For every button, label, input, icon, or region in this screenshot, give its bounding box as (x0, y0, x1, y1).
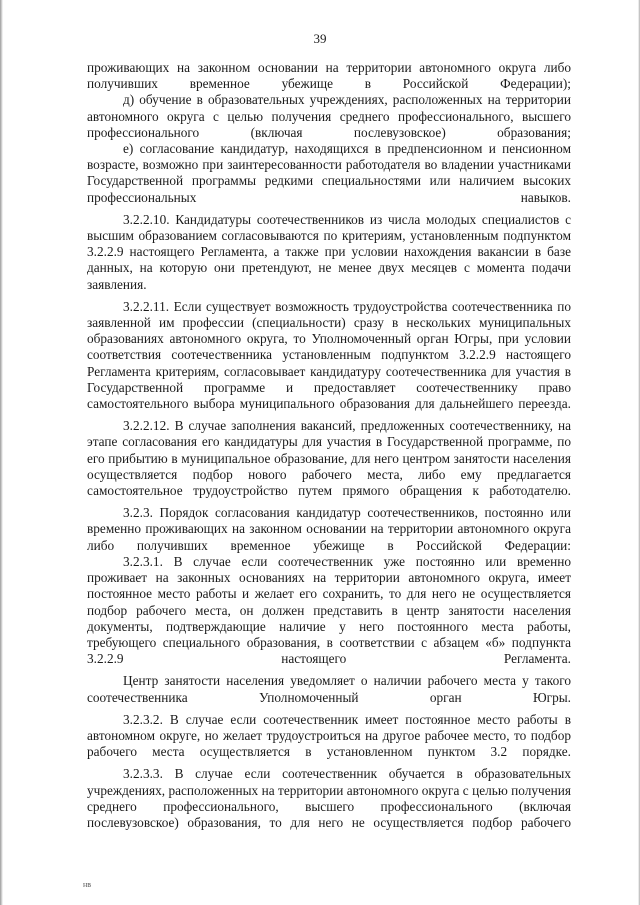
scan-edge-left (0, 0, 3, 905)
paragraph-3-2-3-1: 3.2.3.1. В случае если соотечественник уже постоянно или временно проживает на законных основаниях на территории автономного округа, имеет постоянное место работы и желает его сохранить, то для него не осуществляется подбор рабочего места, он должен представить в центр занятости населения документы, подтверждающие наличие у него постоянного места работы, требующего специального образования, в соответствии с абзацем «б» подпункта 3.2.2.9 настоящего Регламента. (87, 553, 571, 667)
footer-mark: нв (83, 880, 92, 889)
paragraph-3-2-3-2: 3.2.3.2. В случае если соотечественник имеет постоянное место работы в автономном округе, но желает трудоустроиться на другое рабочее место, то подбор рабочего места осуществляется в установленном пунктом 3.2 порядке. (87, 711, 571, 760)
page-number: 39 (313, 31, 327, 46)
paragraph-employment-center-notice: Центр занятости населения уведомляет о наличии рабочего места у такого соотечественника Уполномоченный орган Югры. (87, 673, 571, 705)
paragraph-3-2-2-12: 3.2.2.12. В случае заполнения вакансий, предложенных соотечественнику, на этапе согласования его кандидатуры для участия в Государственной программе, по его прибытию в муниципальное образование, для него центром занятости населения осуществляется подбор нового рабочего места, либо ему предлагается самостоятельное трудоустройство путем прямого обращения к работодателю. (87, 418, 571, 499)
paragraph-3-2-3-3: 3.2.3.3. В случае если соотечественник обучается в образовательных учреждениях, расположенных на территории автономного округа с целью получения среднего профессионального, высшего профессионального (включая послевузовское) образования, то для него не осуществляется подбор рабочего (87, 766, 571, 830)
paragraph-3-2-3: 3.2.3. Порядок согласования кандидатур соотечественников, постоянно или временно проживающих на законном основании на территории автономного округа либо получивших временное убежище в Российской Федерации: (87, 505, 571, 553)
paragraph-3-2-2-10: 3.2.2.10. Кандидатуры соотечественников из числа молодых специалистов с высшим образованием согласовываются по критериям, установленным подпунктом 3.2.2.9 настоящего Регламента, а также при условии нахождения вакансии в базе данных, на которую они претендуют, не менее двух месяцев с момента подачи заявления. (87, 211, 571, 292)
paragraph-item-e: е) согласование кандидатур, находящихся в предпенсионном и пенсионном возрасте, возможно при заинтересованности работодателя во владении участниками Государственной программы редкими специальностями или наличием высоких профессиональных навыков. (87, 141, 571, 205)
paragraph-3-2-2-11: 3.2.2.11. Если существует возможность трудоустройства соотечественника по заявленной им профессии (специальности) сразу в нескольких муниципальных образованиях автономного округа, то Уполномоченный орган Югры, при условии соответствия соотечественника установленным подпунктом 3.2.2.9 настоящего Регламента критериям, согласовывает кандидатуру соотечественника для участия в Государственной программе и предоставляет соотечественнику право самостоятельного выбора муниципального образования для дальнейшего переезда. (87, 298, 571, 412)
paragraph-continuation: проживающих на законном основании на территории автономного округа либо получивших временное убежище в Российской Федерации); (87, 60, 571, 92)
document-body (87, 60, 571, 831)
paragraph-item-d: д) обучение в образовательных учреждениях, расположенных на территории автономного округа с целью получения среднего профессионального, высшего профессионального (включая послевузовское) образования; (87, 92, 571, 140)
